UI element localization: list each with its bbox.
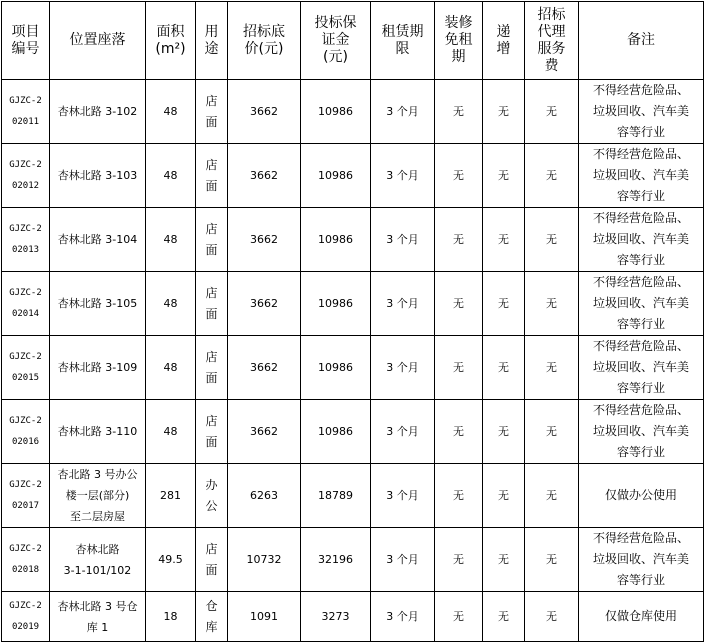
location-cell [50, 592, 146, 642]
header-base-price-line: 价(元) [244, 40, 284, 57]
item-code-cell-line: 02018 [11, 564, 40, 575]
increase-cell: 无 [483, 464, 525, 528]
term-cell: 3 个月 [371, 528, 435, 592]
base-price-cell: 6263 [228, 464, 301, 528]
header-use [196, 2, 228, 80]
header-deposit-line: 投标保 [314, 15, 357, 31]
item-code-cell [2, 208, 50, 272]
location-cell [50, 528, 146, 592]
note-cell-line: 垃圾回收、汽车美 [592, 168, 689, 182]
base-price-cell: 3662 [228, 80, 301, 144]
base-price-cell: 3662 [228, 400, 301, 464]
header-item-code [2, 2, 50, 80]
deposit-cell: 10986 [301, 80, 371, 144]
area-cell: 48 [146, 400, 196, 464]
header-term-line: 限 [395, 40, 410, 57]
item-code-cell-line: GJZC-2 [9, 223, 42, 234]
table-row [2, 272, 704, 336]
header-base-price [228, 2, 301, 80]
header-item-code-line: 编号 [11, 40, 40, 57]
base-price-cell: 1091 [228, 592, 301, 642]
term-cell: 3 个月 [371, 464, 435, 528]
item-code-cell [2, 464, 50, 528]
table-row [2, 528, 704, 592]
use-cell-line: 仓 [205, 598, 218, 613]
item-code-cell-line: 02012 [11, 180, 40, 191]
use-cell [196, 528, 228, 592]
base-price-cell: 3662 [228, 272, 301, 336]
note-cell-line: 仅做办公使用 [604, 488, 677, 502]
use-cell [196, 80, 228, 144]
base-price-cell: 10732 [228, 528, 301, 592]
header-location [50, 2, 146, 80]
free-period-cell: 无 [435, 592, 483, 642]
note-cell-line: 垃圾回收、汽车美 [592, 296, 689, 310]
base-price-cell: 3662 [228, 336, 301, 400]
use-cell-line: 办 [205, 477, 218, 492]
area-cell: 48 [146, 80, 196, 144]
location-cell-line: 杏林北路 3-103 [57, 169, 138, 182]
item-code-cell-line: GJZC-2 [9, 287, 42, 298]
area-cell: 18 [146, 592, 196, 642]
header-service-fee-line: 代理 [537, 23, 566, 40]
header-service-fee-line: 招标 [537, 6, 566, 23]
lease-table [1, 1, 704, 642]
header-service-fee-line: 服务 [537, 40, 566, 57]
note-cell [579, 144, 704, 208]
deposit-cell: 10986 [301, 208, 371, 272]
use-cell [196, 400, 228, 464]
note-cell-line: 不得经营危险品、 [592, 531, 689, 545]
use-cell-line: 店 [205, 349, 218, 364]
use-cell-line: 店 [205, 221, 218, 236]
use-cell-line: 店 [205, 413, 218, 428]
location-cell-line: 杏林北路 3-105 [57, 297, 138, 310]
item-code-cell [2, 528, 50, 592]
area-cell: 48 [146, 272, 196, 336]
note-cell-line: 垃圾回收、汽车美 [592, 104, 689, 118]
header-area-line: 面积 [156, 23, 185, 40]
header-service-fee-line: 费 [544, 57, 559, 74]
service-fee-cell: 无 [525, 144, 579, 208]
header-service-fee [525, 2, 579, 80]
item-code-cell [2, 272, 50, 336]
increase-cell: 无 [483, 208, 525, 272]
item-code-cell-line: 02011 [11, 116, 40, 127]
use-cell-line: 店 [205, 93, 218, 108]
term-cell: 3 个月 [371, 400, 435, 464]
deposit-cell: 10986 [301, 272, 371, 336]
item-code-cell-line: GJZC-2 [9, 479, 42, 490]
table-row [2, 592, 704, 642]
note-cell-line: 容等行业 [616, 125, 665, 139]
area-cell: 48 [146, 144, 196, 208]
item-code-cell-line: 02014 [11, 308, 40, 319]
location-cell-line: 3-1-101/102 [63, 563, 132, 577]
table-row [2, 400, 704, 464]
note-cell-line: 不得经营危险品、 [592, 275, 689, 289]
note-cell-line: 容等行业 [616, 445, 665, 459]
note-cell-line: 容等行业 [616, 381, 665, 395]
item-code-cell-line: 02017 [11, 500, 40, 511]
deposit-cell: 10986 [301, 336, 371, 400]
header-free-period-line: 期 [451, 49, 466, 65]
item-code-cell-line: GJZC-2 [9, 95, 42, 106]
header-deposit-line: 证金 [321, 32, 350, 48]
term-cell: 3 个月 [371, 208, 435, 272]
base-price-cell: 3662 [228, 144, 301, 208]
header-increase-line: 增 [496, 40, 511, 57]
location-cell [50, 208, 146, 272]
use-cell [196, 336, 228, 400]
location-cell [50, 464, 146, 528]
use-cell [196, 464, 228, 528]
header-increase [483, 2, 525, 80]
term-cell: 3 个月 [371, 80, 435, 144]
location-cell [50, 144, 146, 208]
increase-cell: 无 [483, 272, 525, 336]
free-period-cell: 无 [435, 400, 483, 464]
note-cell [579, 272, 704, 336]
header-item-code-line: 项目 [11, 23, 40, 40]
item-code-cell [2, 80, 50, 144]
note-cell [579, 336, 704, 400]
note-cell [579, 592, 704, 642]
header-area-line: (m²) [155, 40, 186, 57]
free-period-cell: 无 [435, 464, 483, 528]
header-free-period-line: 装修 [444, 15, 473, 31]
header-use-line: 途 [204, 40, 219, 57]
service-fee-cell: 无 [525, 208, 579, 272]
header-free-period [435, 2, 483, 80]
header-base-price-line: 招标底 [243, 23, 285, 40]
location-cell [50, 336, 146, 400]
location-cell-line: 杏林北路 3-110 [57, 425, 138, 438]
use-cell-line: 面 [205, 434, 218, 449]
use-cell-line: 库 [205, 619, 218, 634]
header-location-line: 位置座落 [69, 32, 126, 48]
area-cell: 49.5 [146, 528, 196, 592]
use-cell [196, 592, 228, 642]
use-cell-line: 面 [205, 562, 218, 577]
item-code-cell [2, 144, 50, 208]
location-cell-line: 库 1 [86, 620, 109, 634]
table-row [2, 80, 704, 144]
item-code-cell [2, 400, 50, 464]
location-cell-line: 杏林北路 [75, 542, 120, 556]
item-code-cell-line: GJZC-2 [9, 600, 42, 611]
use-cell-line: 面 [205, 114, 218, 129]
note-cell-line: 垃圾回收、汽车美 [592, 232, 689, 246]
header-use-line: 用 [204, 23, 219, 40]
note-cell [579, 400, 704, 464]
table-row [2, 336, 704, 400]
table-row [2, 208, 704, 272]
note-cell-line: 容等行业 [616, 253, 665, 267]
item-code-cell-line: GJZC-2 [9, 415, 42, 426]
note-cell-line: 不得经营危险品、 [592, 339, 689, 353]
use-cell-line: 面 [205, 242, 218, 257]
item-code-cell-line: 02013 [11, 244, 40, 255]
header-area [146, 2, 196, 80]
service-fee-cell: 无 [525, 528, 579, 592]
free-period-cell: 无 [435, 80, 483, 144]
note-cell [579, 528, 704, 592]
note-cell-line: 不得经营危险品、 [592, 211, 689, 225]
free-period-cell: 无 [435, 208, 483, 272]
note-cell [579, 464, 704, 528]
deposit-cell: 32196 [301, 528, 371, 592]
item-code-cell-line: 02015 [11, 372, 40, 383]
use-cell [196, 208, 228, 272]
use-cell-line: 店 [205, 157, 218, 172]
use-cell-line: 面 [205, 370, 218, 385]
base-price-cell: 3662 [228, 208, 301, 272]
header-deposit [301, 2, 371, 80]
location-cell-line: 杏林北路 3-109 [57, 361, 138, 374]
free-period-cell: 无 [435, 336, 483, 400]
use-cell-line: 公 [205, 498, 218, 513]
item-code-cell [2, 336, 50, 400]
service-fee-cell: 无 [525, 464, 579, 528]
increase-cell: 无 [483, 592, 525, 642]
use-cell-line: 店 [205, 285, 218, 300]
service-fee-cell: 无 [525, 592, 579, 642]
item-code-cell [2, 592, 50, 642]
header-note-line: 备注 [627, 32, 655, 48]
service-fee-cell: 无 [525, 80, 579, 144]
item-code-cell-line: GJZC-2 [9, 543, 42, 554]
increase-cell: 无 [483, 528, 525, 592]
note-cell-line: 垃圾回收、汽车美 [592, 360, 689, 374]
item-code-cell-line: 02019 [11, 621, 40, 632]
free-period-cell: 无 [435, 272, 483, 336]
item-code-cell-line: GJZC-2 [9, 159, 42, 170]
header-deposit-line: (元) [323, 49, 348, 65]
free-period-cell: 无 [435, 528, 483, 592]
deposit-cell: 3273 [301, 592, 371, 642]
service-fee-cell: 无 [525, 336, 579, 400]
use-cell-line: 面 [205, 178, 218, 193]
area-cell: 48 [146, 208, 196, 272]
increase-cell: 无 [483, 144, 525, 208]
location-cell-line: 杏林北路 3 号仓 [57, 599, 138, 613]
term-cell: 3 个月 [371, 272, 435, 336]
use-cell [196, 272, 228, 336]
service-fee-cell: 无 [525, 400, 579, 464]
deposit-cell: 10986 [301, 144, 371, 208]
note-cell-line: 不得经营危险品、 [592, 83, 689, 97]
term-cell: 3 个月 [371, 336, 435, 400]
increase-cell: 无 [483, 80, 525, 144]
area-cell: 48 [146, 336, 196, 400]
location-cell [50, 400, 146, 464]
note-cell [579, 208, 704, 272]
note-cell-line: 垃圾回收、汽车美 [592, 424, 689, 438]
note-cell-line: 仅做仓库使用 [604, 609, 677, 623]
table-row [2, 144, 704, 208]
location-cell [50, 80, 146, 144]
header-term-line: 租赁期 [381, 23, 424, 40]
note-cell-line: 容等行业 [616, 317, 665, 331]
use-cell-line: 面 [205, 306, 218, 321]
note-cell-line: 垃圾回收、汽车美 [592, 552, 689, 566]
deposit-cell: 10986 [301, 400, 371, 464]
service-fee-cell: 无 [525, 272, 579, 336]
location-cell-line: 楼一层(部分) [65, 489, 130, 502]
header-free-period-line: 免租 [444, 32, 473, 48]
note-cell-line: 容等行业 [616, 189, 665, 203]
header-note [579, 2, 704, 80]
term-cell: 3 个月 [371, 592, 435, 642]
header-term [371, 2, 435, 80]
item-code-cell-line: 02016 [11, 436, 40, 447]
free-period-cell: 无 [435, 144, 483, 208]
location-cell-line: 杏林北路 3-104 [57, 233, 138, 246]
location-cell [50, 272, 146, 336]
table-row [2, 464, 704, 528]
location-cell-line: 杏林北路 3-102 [57, 105, 138, 118]
term-cell: 3 个月 [371, 144, 435, 208]
use-cell-line: 店 [205, 541, 218, 556]
use-cell [196, 144, 228, 208]
increase-cell: 无 [483, 336, 525, 400]
location-cell-line: 至二层房屋 [70, 510, 125, 523]
header-row [2, 2, 704, 80]
note-cell-line: 容等行业 [616, 573, 665, 587]
deposit-cell: 18789 [301, 464, 371, 528]
note-cell-line: 不得经营危险品、 [592, 147, 689, 161]
area-cell: 281 [146, 464, 196, 528]
note-cell [579, 80, 704, 144]
note-cell-line: 不得经营危险品、 [592, 403, 689, 417]
location-cell-line: 杏北路 3 号办公 [57, 468, 138, 481]
increase-cell: 无 [483, 400, 525, 464]
item-code-cell-line: GJZC-2 [9, 351, 42, 362]
header-increase-line: 递 [496, 23, 511, 40]
